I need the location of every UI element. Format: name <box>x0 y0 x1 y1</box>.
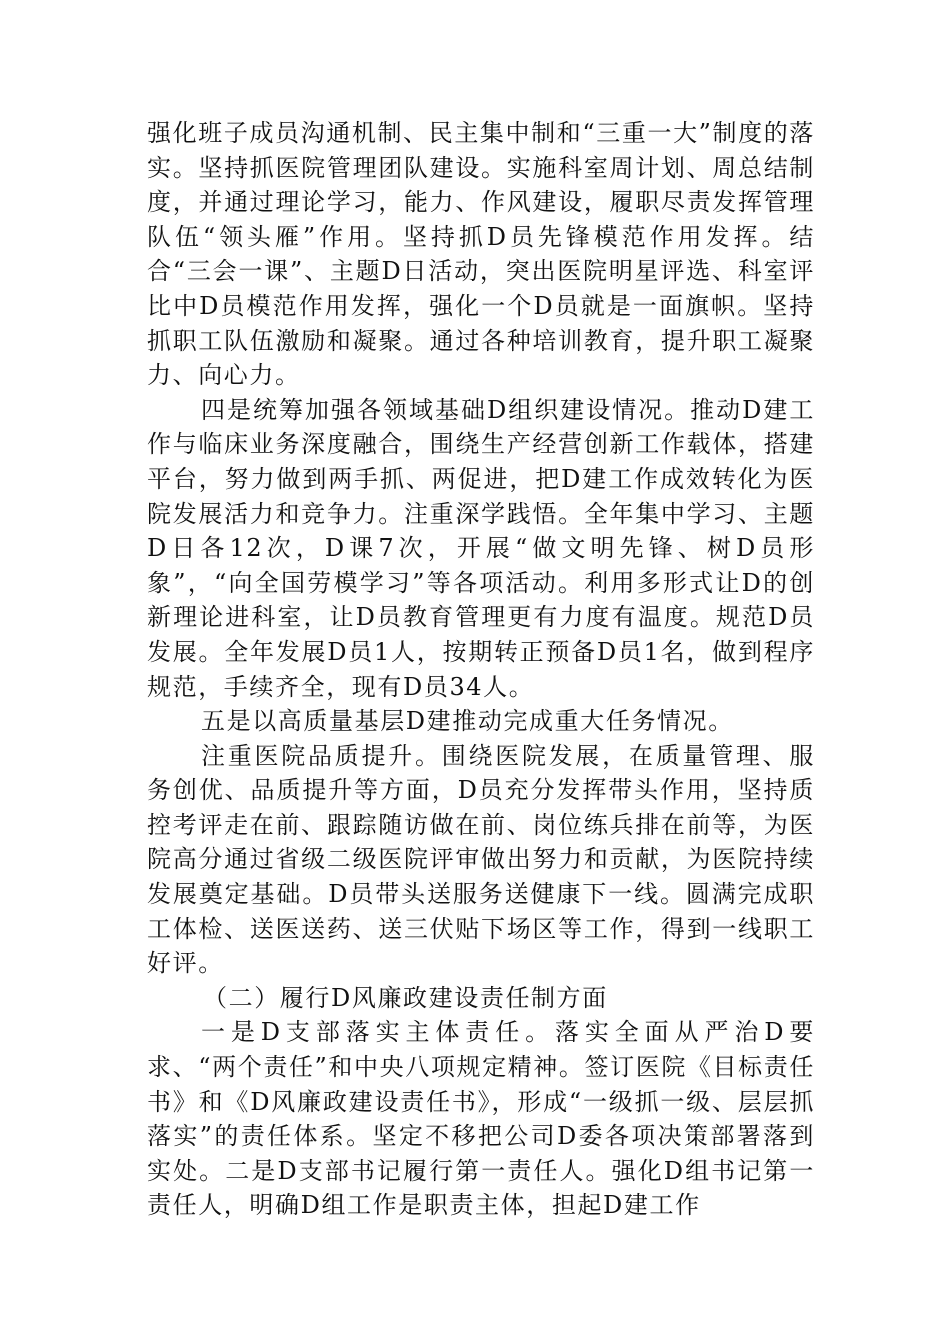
paragraph-major-tasks: 五是以高质量基层D建推动完成重大任务情况。 <box>201 707 734 736</box>
paragraph-responsibility: 一是D支部落实主体责任。落实全面从严治D要求、“两个责任”和中央八项规定精神。签订医院《目标责任书》和《D风廉政建设责任书》，形成“一级抓一级、层层抓落实”的责任体系。坚定不移把公司D委各项决策部署落到实处。二是D支部书记履行第一责任人。强化D组书记第一责任人，明确D组工作是职责主体，担起D建工作 <box>147 1018 815 1220</box>
paragraph-organization-building: 四是统筹加强各领域基础D组织建设情况。推动D建工作与临床业务深度融合，围绕生产经营创新工作载体，搭建平台，努力做到两手抓、两促进，把D建工作成效转化为医院发展活力和竞争力。注重深学践悟。全年集中学习、主题D日各12次，D课7次，开展“做文明先锋、树D员形象”，“向全国劳模学习”等各项活动。利用多形式让D的创新理论进科室，让D员教育管理更有力度有温度。规范D员发展。全年发展D员1人，按期转正预备D员1名，做到程序规范，手续齐全，现有D员34人。 <box>147 395 815 701</box>
document-body <box>147 116 815 1223</box>
paragraph-hospital-quality: 注重医院品质提升。围绕医院发展，在质量管理、服务创优、品质提升等方面，D员充分发挥带头作用，坚持质控考评走在前、跟踪随访做在前、岗位练兵排在前等，为医院高分通过省级二级医院评审做出努力和贡献，为医院持续发展奠定基础。D员带头送服务送健康下一线。圆满完成职工体检、送医送药、送三伏贴下场区等工作，得到一线职工好评。 <box>147 741 815 978</box>
paragraph-team-building: 强化班子成员沟通机制、民主集中制和“三重一大”制度的落实。坚持抓医院管理团队建设。实施科室周计划、周总结制度，并通过理论学习，能力、作风建设，履职尽责发挥管理队伍“领头雁”作用。坚持抓D员先锋模范作用发挥。结合“三会一课”、主题D日活动，突出医院明星评选、科室评比中D员模范作用发挥，强化一个D员就是一面旗帜。坚持抓职工队伍激励和凝聚。通过各种培训教育，提升职工凝聚力、向心力。 <box>147 119 815 390</box>
section-heading-integrity: （二）履行D风廉政建设责任制方面 <box>203 983 608 1012</box>
